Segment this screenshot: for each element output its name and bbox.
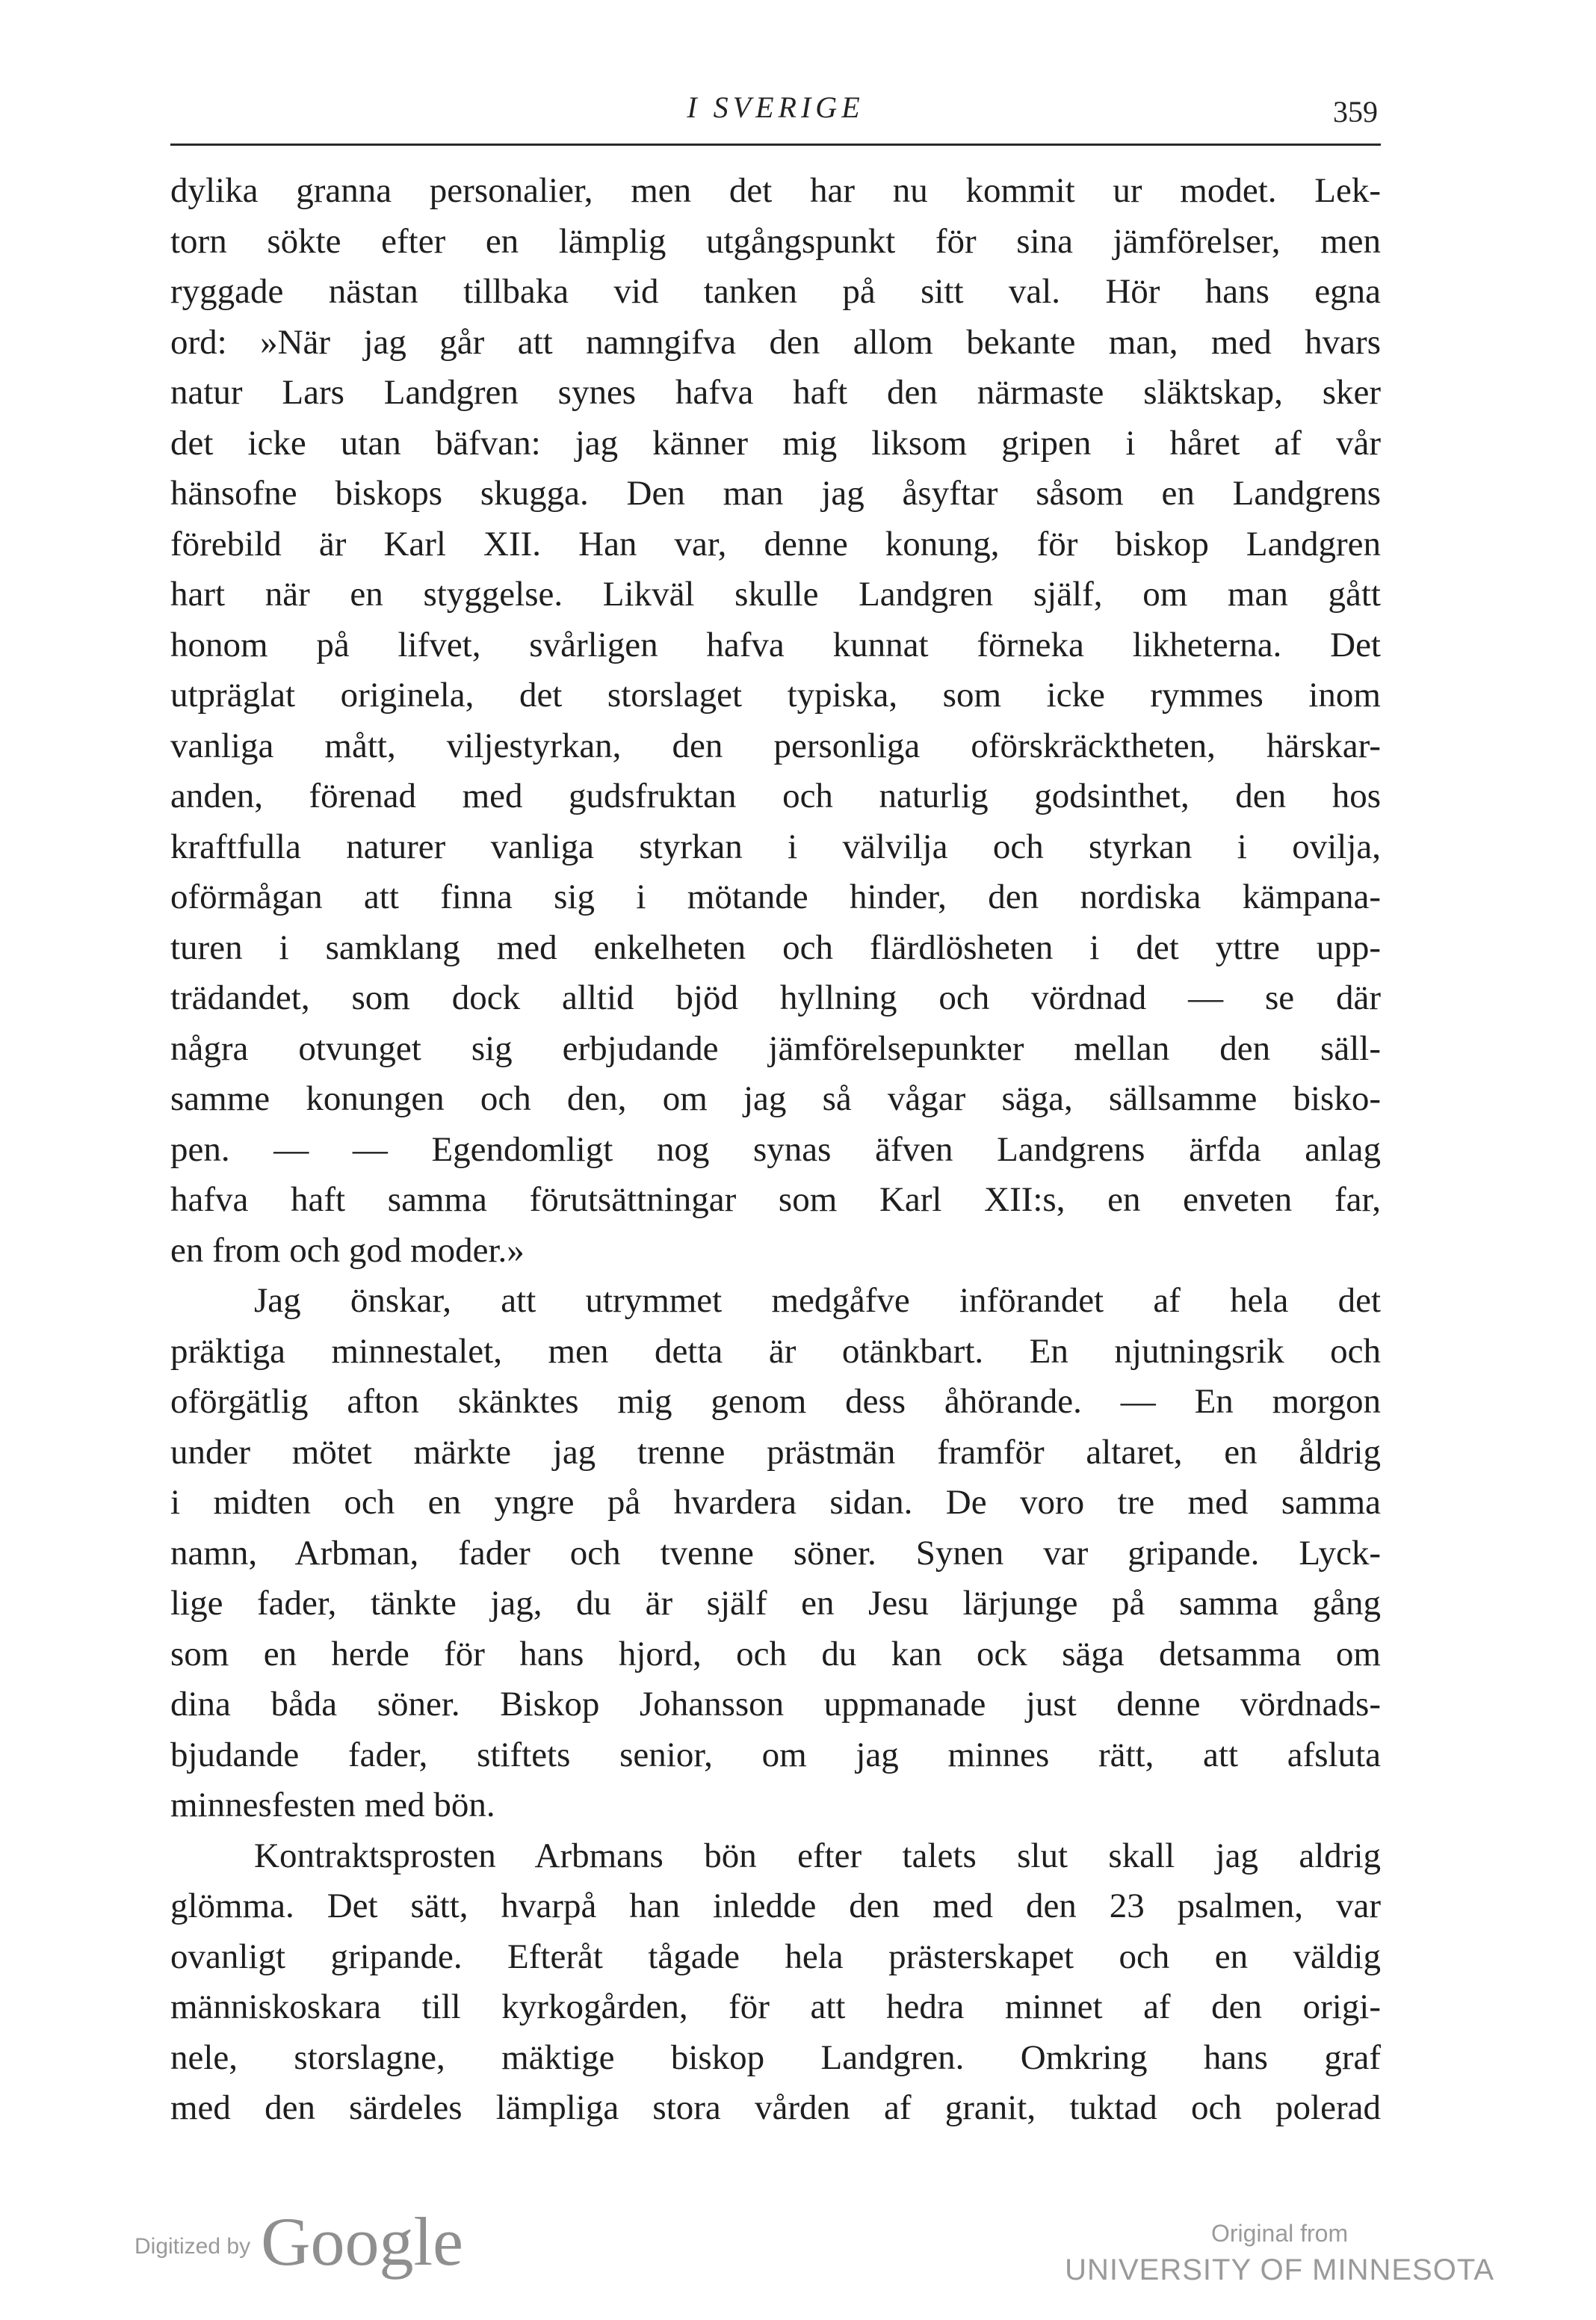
running-head: I SVERIGE [687,90,864,124]
text-line: en from och god moder.» [170,1230,525,1270]
text-line: torn sökte efter en lämplig utgångspunkt för sina jämförelser, men [170,221,1381,261]
text-line: kraftfulla naturer vanliga styrkan i välvilja och styrkan i ovilja, [170,827,1381,866]
text-line: natur Lars Landgren synes hafva haft den närmaste släktskap, sker [170,373,1381,412]
text-line: lige fader, tänkte jag, du är själf en Jesu lärjunge på samma gång [170,1584,1381,1623]
text-line: ord: »När jag går att namngifva den allom bekante man, med hvars [170,322,1381,362]
text-line: ryggade nästan tillbaka vid tanken på sitt val. Hör hans egna [170,272,1381,311]
body-text [170,166,1381,2134]
source-watermark [1065,2217,1494,2290]
digitized-by-label: Digitized by [134,2234,251,2259]
text-line: dina båda söner. Biskop Johansson uppmanade just denne vördnads- [170,1685,1381,1724]
text-line: anden, förenad med gudsfruktan och naturlig godsinthet, den hos [170,777,1381,815]
google-logo: Google [261,2203,463,2280]
text-line: i midten och en yngre på hvardera sidan. De voro tre med samma [170,1483,1381,1522]
text-line: nele, storslagne, mäktige biskop Landgren. Omkring hans graf [170,2037,1381,2077]
text-line: hart när en styggelse. Likväl skulle Landgren själf, om man gått [170,575,1381,614]
page-header [170,84,1381,146]
text-line: under mötet märkte jag trenne prästmän framför altaret, en åldrig [170,1432,1381,1472]
text-line: ovanligt gripande. Efteråt tågade hela prästerskapet och en väldig [170,1937,1381,1976]
text-line: dylika granna personalier, men det har nu kommit ur modet. Lek- [170,171,1381,210]
text-line: glömma. Det sätt, hvarpå han inledde den med den 23 psalmen, var [170,1886,1381,1925]
text-line: samme konungen och den, om jag så vågar säga, sällsamme bisko- [170,1079,1381,1118]
text-line: det icke utan bäfvan: jag känner mig liksom gripen i håret af vår [170,423,1381,463]
paragraph-first-line: Jag önskar, att utrymmet medgåfve införandet af hela det [254,1281,1381,1320]
text-line: honom på lifvet, svårligen hafva kunnat förneka likheterna. Det [170,625,1381,664]
institution-label: UNIVERSITY OF MINNESOTA [1065,2253,1494,2286]
digitized-watermark [134,2194,463,2280]
text-line: med den särdeles lämpliga stora vården af granit, tuktad och polerad [170,2088,1381,2127]
text-line: bjudande fader, stiftets senior, om jag minnes rätt, att afsluta [170,1735,1381,1774]
text-line: förebild är Karl XII. Han var, denne konung, för biskop Landgren [170,524,1381,564]
text-line: präktiga minnestalet, men detta är otänkbart. En njutningsrik och [170,1331,1381,1371]
text-line: trädandet, som dock alltid bjöd hyllning och vördnad — se där [170,978,1381,1017]
text-line: som en herde för hans hjord, och du kan ock säga detsamma om [170,1634,1381,1673]
page-number: 359 [1333,95,1378,129]
text-line: vanliga mått, viljestyrkan, den personliga oförskräcktheten, härskar- [170,726,1381,765]
text-line: pen. — — Egendomligt nog synas äfven Landgrens ärfda anlag [170,1129,1381,1169]
text-line: några otvunget sig erbjudande jämförelsepunkter mellan den säll- [170,1028,1381,1068]
text-line: namn, Arbman, fader och tvenne söner. Synen var gripande. Lyck- [170,1533,1381,1573]
paragraph-first-line: Kontraktsprosten Arbmans bön efter talets slut skall jag aldrig [254,1836,1381,1875]
text-line: människoskara till kyrkogården, för att hedra minnet af den origi- [170,1987,1381,2026]
text-line: hafva haft samma förutsättningar som Karl XII:s, en enveten far, [170,1180,1381,1219]
text-line: oförgätlig afton skänktes mig genom dess åhörande. — En morgon [170,1382,1381,1421]
text-line: utpräglat originela, det storslaget typiska, som icke rymmes inom [170,676,1381,715]
original-from-label: Original from [1210,2220,1349,2247]
text-line: minnesfesten med bön. [170,1786,495,1824]
text-line: oförmågan att finna sig i mötande hinder, den nordiska kämpana- [170,877,1381,916]
text-line: hänsofne biskops skugga. Den man jag åsyftar såsom en Landgrens [170,474,1381,513]
text-line: turen i samklang med enkelheten och flärdlösheten i det yttre upp- [170,928,1381,967]
